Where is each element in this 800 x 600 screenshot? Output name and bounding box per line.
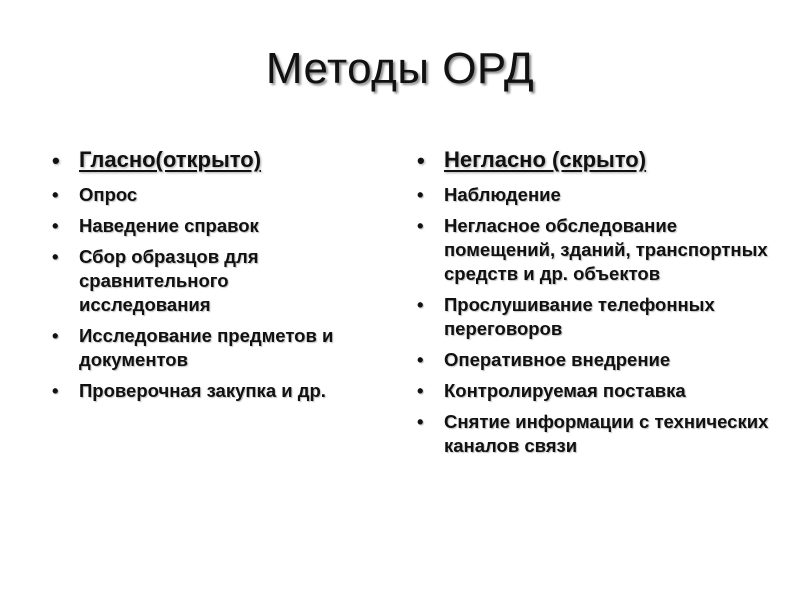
- left-heading-text: Гласно(открыто): [79, 147, 262, 172]
- list-item-text: Наблюдение: [444, 184, 561, 205]
- bullet-icon: •: [417, 380, 424, 401]
- bullet-icon: •: [417, 349, 424, 370]
- bullet-icon: •: [52, 215, 59, 236]
- list-item-text: Проверочная закупка и др.: [79, 380, 326, 401]
- right-heading-text: Негласно (скрыто): [444, 147, 647, 172]
- list-item-text: Сбор образцов для сравнительного исследования: [79, 246, 259, 315]
- bullet-icon: •: [417, 184, 424, 205]
- bullet-icon: •: [52, 246, 59, 267]
- list-item: [415, 214, 785, 286]
- left-column-list: [50, 146, 395, 410]
- bullet-icon: •: [417, 215, 424, 236]
- list-item: [415, 293, 785, 341]
- bullet-icon: •: [52, 325, 59, 346]
- list-item: [415, 348, 785, 372]
- right-column-list: [415, 146, 785, 465]
- list-item-text: Опрос: [79, 184, 138, 205]
- list-item: [50, 324, 395, 372]
- list-item-text: Оперативное внедрение: [444, 349, 671, 370]
- list-item-text: Контролируемая поставка: [444, 380, 686, 401]
- list-item-text: Негласное обследование помещений, зданий, транспортных средств и др. объектов: [444, 215, 768, 284]
- list-item: [415, 183, 785, 207]
- list-item: [415, 379, 785, 403]
- left-column-heading: [50, 146, 395, 174]
- right-column-heading: [415, 146, 785, 174]
- list-item: [50, 214, 395, 238]
- list-item-text: Наведение справок: [79, 215, 259, 236]
- list-item: [415, 410, 785, 458]
- list-item-text: Снятие информации с технических каналов связи: [444, 411, 769, 456]
- bullet-icon: •: [417, 294, 424, 315]
- bullet-icon: •: [52, 148, 60, 173]
- bullet-icon: •: [417, 411, 424, 432]
- list-item-text: Исследование предметов и документов: [79, 325, 334, 370]
- list-item: [50, 379, 395, 403]
- slide-title: Методы ОРД: [265, 44, 535, 93]
- list-item: [50, 245, 395, 317]
- bullet-icon: •: [52, 380, 59, 401]
- bullet-icon: •: [52, 184, 59, 205]
- bullet-icon: •: [417, 148, 425, 173]
- list-item: [50, 183, 395, 207]
- list-item-text: Прослушивание телефонных переговоров: [444, 294, 715, 339]
